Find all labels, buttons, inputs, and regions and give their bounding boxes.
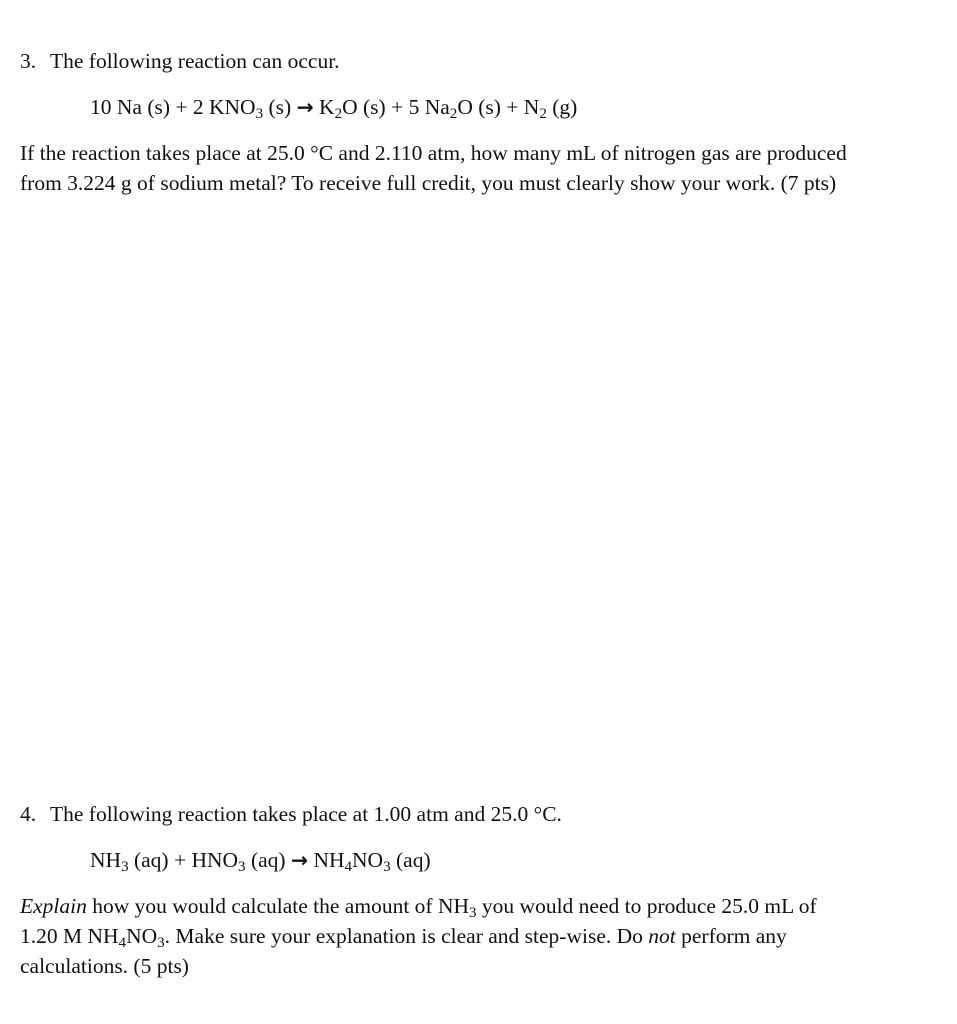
right-arrow-icon: → xyxy=(290,848,309,872)
question-4-number: 4. xyxy=(20,802,37,826)
equation-text: (s) xyxy=(263,95,297,119)
subscript: 2 xyxy=(539,105,547,122)
question-3-heading-text: The following reaction can occur. xyxy=(50,49,340,73)
question-4-prompt-line-1 xyxy=(20,891,940,921)
question-3-prompt-line-1: If the reaction takes place at 25.0 °C and 2.110 atm, how many mL of nitrogen gas are produced xyxy=(20,141,847,165)
equation-text: (aq) + HNO xyxy=(128,848,239,872)
question-3 xyxy=(20,46,940,198)
prompt-text: . Make sure your explanation is clear and step-wise. Do xyxy=(164,924,649,948)
equation-text: NH xyxy=(308,848,345,872)
prompt-text: perform any xyxy=(675,924,787,948)
subscript: 3 xyxy=(238,858,246,875)
question-3-heading xyxy=(20,46,940,76)
subscript: 2 xyxy=(449,105,458,122)
subscript: 3 xyxy=(383,858,391,875)
question-3-number: 3. xyxy=(20,49,37,73)
subscript: 3 xyxy=(469,904,477,921)
subscript: 4 xyxy=(344,858,353,875)
question-4 xyxy=(20,799,940,981)
subscript: 3 xyxy=(121,858,129,875)
question-4-heading xyxy=(20,799,940,829)
equation-text: 10 Na (s) + 2 KNO xyxy=(90,95,256,119)
question-4-prompt-line-2 xyxy=(20,921,940,951)
question-4-prompt-line-3: calculations. (5 pts) xyxy=(20,954,189,978)
right-arrow-icon: → xyxy=(296,95,314,119)
equation-text: (g) xyxy=(546,95,578,119)
prompt-text: how you would calculate the amount of NH xyxy=(86,894,470,918)
question-4-equation xyxy=(90,845,940,875)
equation-text: O (s) + 5 Na xyxy=(342,95,450,119)
subscript: 4 xyxy=(118,934,127,951)
prompt-text: 1.20 M NH xyxy=(20,924,119,948)
emphasis-text: Explain xyxy=(20,894,87,918)
prompt-text: NO xyxy=(126,924,158,948)
subscript: 3 xyxy=(157,934,165,951)
emphasis-text: not xyxy=(648,924,676,948)
equation-text: (aq) xyxy=(390,848,431,872)
subscript: 2 xyxy=(334,105,343,122)
equation-text: K xyxy=(313,95,335,119)
equation-text: NH xyxy=(90,848,122,872)
subscript: 3 xyxy=(255,105,264,122)
question-3-equation xyxy=(90,92,940,122)
equation-text: (aq) xyxy=(245,848,291,872)
question-3-prompt xyxy=(20,138,940,198)
question-3-prompt-line-2: from 3.224 g of sodium metal? To receive full credit, you must clearly show your work. (7 pts) xyxy=(20,171,837,195)
equation-text: O (s) + N xyxy=(457,95,540,119)
equation-text: NO xyxy=(352,848,384,872)
prompt-text: you would need to produce 25.0 mL of xyxy=(476,894,817,918)
question-4-prompt xyxy=(20,891,940,981)
question-4-heading-text: The following reaction takes place at 1.00 atm and 25.0 °C. xyxy=(50,802,562,826)
